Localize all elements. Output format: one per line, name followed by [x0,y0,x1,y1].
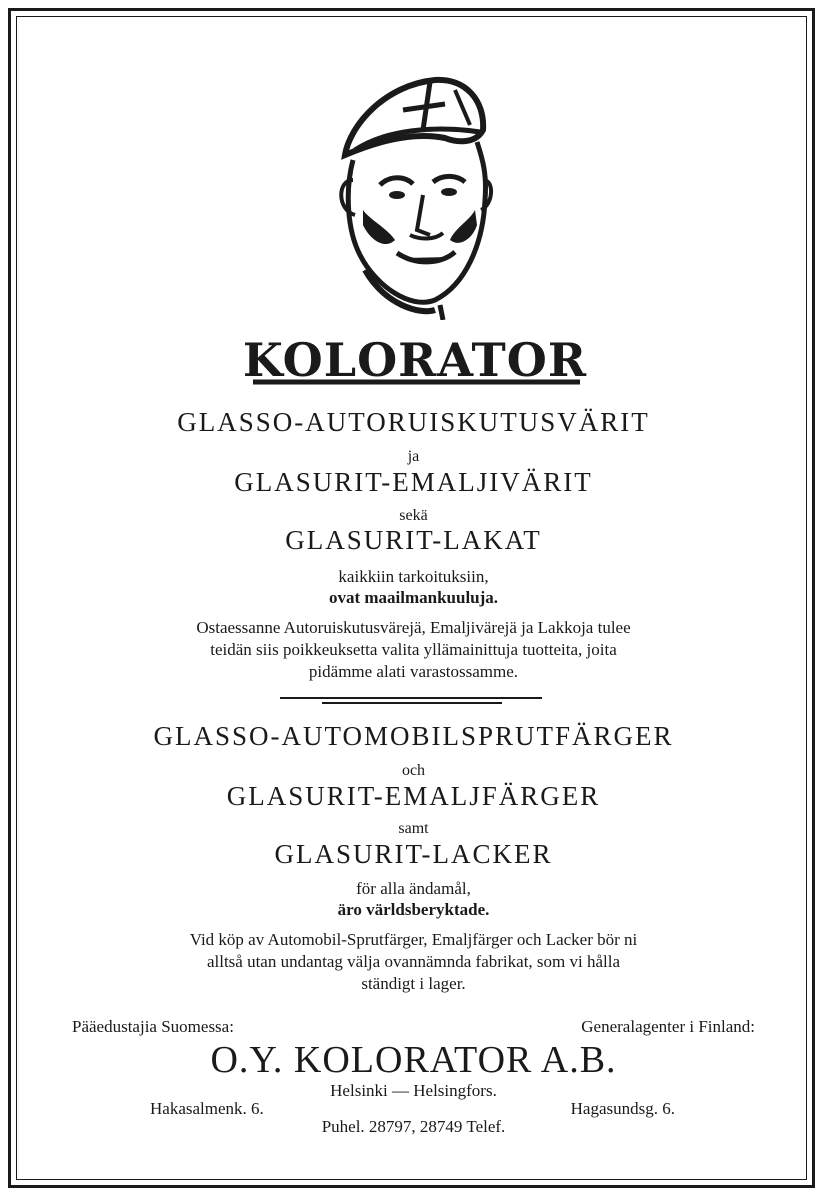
fi-conjunction-2: sekä [399,507,428,524]
address-finnish: Hakasalmenk. 6. [150,1099,264,1118]
sv-product-line-2: GLASURIT-EMALJFÄRGER [226,781,601,811]
address-swedish: Hagasundsg. 6. [570,1099,675,1118]
fi-body-line-3: pidämme alati varastossamme. [308,662,519,681]
kolorator-logo [235,330,595,390]
phone-numbers: Puhel. 28797, 28749 Telef. [321,1117,506,1136]
sv-product-line-1: GLASSO-AUTOMOBILSPRUTFÄRGER [153,721,674,751]
fi-body-line-1: Ostaessanne Autoruiskutusvärejä, Emaljivärejä ja Lakkoja tulee [196,618,631,637]
sv-product-line-3: GLASURIT-LACKER [274,839,553,869]
fi-purpose: kaikkiin tarkoituksiin, [338,567,489,586]
svg-text:KOLORATOR: KOLORATOR [242,333,588,387]
sv-conjunction-2: samt [398,820,429,837]
company-name: O.Y. KOLORATOR A.B. [210,1039,617,1081]
fi-product-line-1: GLASSO-AUTORUISKUTUSVÄRIT [177,407,650,437]
fi-product-line-2: GLASURIT-EMALJIVÄRIT [234,467,593,497]
fi-claim: ovat maailmankuuluja. [328,588,499,607]
fi-body-line-2: teidän siis poikkeuksetta valita yllämainittuja tuotteita, joita [210,640,617,659]
sv-body-line-1: Vid köp av Automobil-Sprutfärger, Emaljfärger och Lacker bör ni [189,930,638,949]
fi-product-line-3: GLASURIT-LAKAT [285,525,542,555]
divider-rule [280,697,542,699]
swedish-representative-label: Generalagenter i Finland: [581,1017,755,1036]
company-city: Helsinki — Helsingfors. [330,1081,497,1100]
sv-purpose: för alla ändamål, [356,879,471,898]
sv-body-line-2: alltså utan undantag välja ovannämnda fabrikat, som vi hålla [206,952,621,971]
divider-rule [322,702,502,704]
sv-claim: äro världsberyktade. [337,900,490,919]
sv-body-line-3: ständigt i lager. [361,974,466,993]
finnish-representative-label: Pääedustajia Suomessa: [72,1017,234,1036]
fi-conjunction-1: ja [407,448,420,465]
sv-conjunction-1: och [401,762,426,779]
mascot-portrait [325,70,495,320]
